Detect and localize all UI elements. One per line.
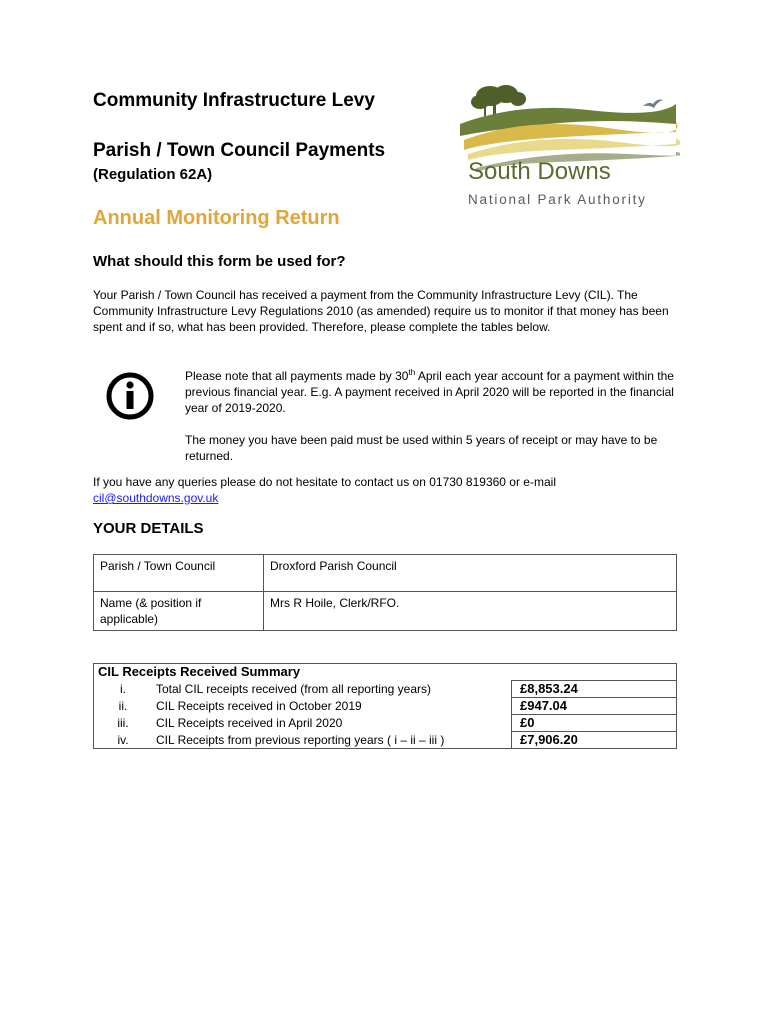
row-value[interactable]: £947.04 bbox=[512, 698, 677, 715]
table-row bbox=[94, 698, 677, 715]
your-details-heading: YOUR DETAILS bbox=[93, 520, 204, 537]
page-title: Community Infrastructure Levy bbox=[93, 90, 375, 111]
info-icon bbox=[106, 372, 154, 420]
cil-summary-table bbox=[93, 663, 677, 749]
row-label: CIL Receipts from previous reporting years ( i – ii – iii ) bbox=[152, 732, 512, 749]
row-value[interactable]: £8,853.24 bbox=[512, 681, 677, 698]
table-row bbox=[94, 555, 677, 592]
table-row bbox=[94, 681, 677, 698]
svg-text:National Park Authority: National Park Authority bbox=[468, 192, 647, 207]
table-header-row bbox=[94, 664, 677, 681]
cil-summary-heading: CIL Receipts Received Summary bbox=[94, 664, 677, 681]
table-row bbox=[94, 715, 677, 732]
row-number: iii. bbox=[94, 715, 153, 732]
row-value[interactable]: £0 bbox=[512, 715, 677, 732]
form-purpose-heading: What should this form be used for? bbox=[93, 253, 346, 270]
south-downs-logo bbox=[458, 84, 680, 212]
row-value[interactable]: £7,906.20 bbox=[512, 732, 677, 749]
your-details-table bbox=[93, 554, 677, 631]
email-link[interactable]: cil@southdowns.gov.uk bbox=[93, 491, 219, 505]
row-label: CIL Receipts received in October 2019 bbox=[152, 698, 512, 715]
row-number: i. bbox=[94, 681, 153, 698]
payment-note bbox=[185, 365, 675, 480]
row-label: Total CIL receipts received (from all reporting years) bbox=[152, 681, 512, 698]
section-title: Annual Monitoring Return bbox=[93, 207, 340, 229]
page-subtitle: Parish / Town Council Payments bbox=[93, 140, 386, 161]
table-row bbox=[94, 732, 677, 749]
details-label: Name (& position if applicable) bbox=[94, 592, 264, 631]
svg-text:South Downs: South Downs bbox=[468, 158, 611, 185]
details-value[interactable]: Droxford Parish Council bbox=[264, 555, 677, 592]
regulation-label: (Regulation 62A) bbox=[93, 166, 213, 183]
intro-paragraph: Your Parish / Town Council has received a payment from the Community Infrastructure Levy (CIL). The Community Infrastructure Levy Regulations 2010 (as amended) require us to monitor if that money has been spent and if so, what has been provided. Therefore, please complete the tables below. bbox=[93, 288, 669, 334]
row-number: iv. bbox=[94, 732, 153, 749]
row-number: ii. bbox=[94, 698, 153, 715]
payment-note-line1: Please note that all payments made by 30th April each year account for a payment within the previous financial year. E.g. A payment received in April 2020 will be reported in the financial year of 2019-2020. bbox=[185, 368, 674, 415]
details-value[interactable]: Mrs R Hoile, Clerk/RFO. bbox=[264, 592, 677, 631]
payment-note-line2: The money you have been paid must be used within 5 years of receipt or may have to be returned. bbox=[185, 433, 658, 463]
queries-paragraph: If you have any queries please do not hesitate to contact us on 01730 819360 or e-mail cil@southdowns.gov.uk bbox=[93, 475, 556, 505]
row-label: CIL Receipts received in April 2020 bbox=[152, 715, 512, 732]
table-row bbox=[94, 592, 677, 631]
details-label: Parish / Town Council bbox=[94, 555, 264, 592]
